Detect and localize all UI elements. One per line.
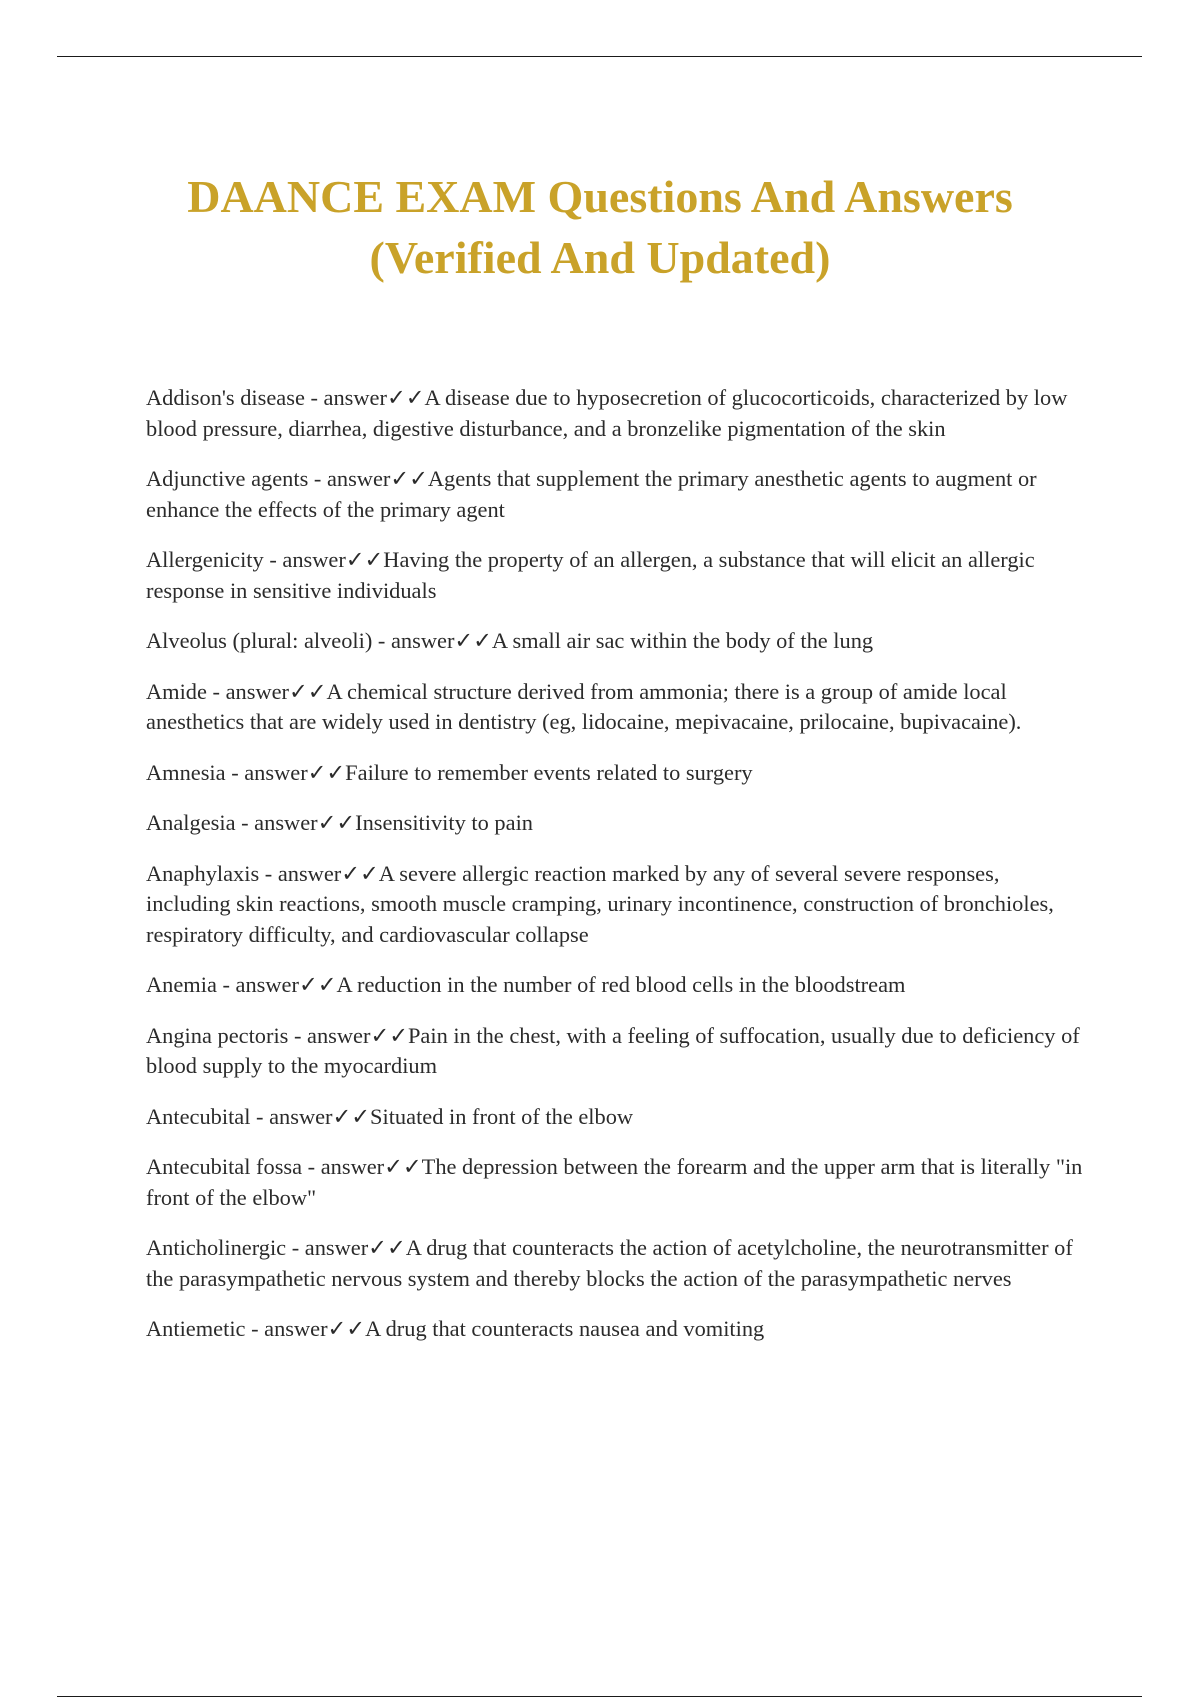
glossary-entry: Anaphylaxis - answer✓✓A severe allergic reaction marked by any of several severe responses, including skin reactions, smooth muscle cramping, urinary incontinence, construction of bronchioles, respiratory difficulty, and cardiovascular collapse	[146, 860, 1054, 947]
glossary-entry: Adjunctive agents - answer✓✓Agents that supplement the primary anesthetic agents to augment or enhance the effects of the primary agent	[146, 466, 1037, 522]
glossary-entry: Alveolus (plural: alveoli) - answer✓✓A small air sac within the body of the lung	[146, 628, 874, 653]
bottom-rule	[57, 1696, 1142, 1697]
glossary-entry: Antecubital - answer✓✓Situated in front of the elbow	[146, 1103, 634, 1129]
glossary-entry: Angina pectoris - answer✓✓Pain in the chest, with a feeling of suffocation, usually due to deficiency of blood supply to the myocardium	[146, 1022, 1080, 1078]
top-rule	[57, 56, 1142, 57]
glossary-entry: Amide - answer✓✓A chemical structure derived from ammonia; there is a group of amide local anesthetics that are widely used in dentistry (eg, lidocaine, mepivacaine, prilocaine, bupivacaine).	[146, 678, 1022, 734]
glossary-list	[146, 383, 1086, 1365]
page-title-line-2: (Verified And Updated)	[369, 232, 831, 283]
page-title-line-1: DAANCE EXAM Questions And Answers	[187, 171, 1013, 222]
glossary-entry: Allergenicity - answer✓✓Having the property of an allergen, a substance that will elicit an allergic response in sensitive individuals	[146, 547, 1035, 603]
glossary-entry: Amnesia - answer✓✓Failure to remember events related to surgery	[146, 759, 753, 785]
glossary-entry: Analgesia - answer✓✓Insensitivity to pain	[146, 810, 533, 835]
glossary-entry: Anemia - answer✓✓A reduction in the number of red blood cells in the bloodstream	[146, 972, 906, 997]
glossary-entry: Anticholinergic - answer✓✓A drug that counteracts the action of acetylcholine, the neurotransmitter of the parasympathetic nervous system and thereby blocks the action of the parasympathetic nerves	[146, 1235, 1073, 1291]
glossary-entry: Antecubital fossa - answer✓✓The depression between the forearm and the upper arm that is literally "in front of the elbow"	[146, 1154, 1083, 1210]
glossary-entry: Addison's disease - answer✓✓A disease due to hyposecretion of glucocorticoids, characterized by low blood pressure, diarrhea, digestive disturbance, and a bronzelike pigmentation of the skin	[146, 385, 1068, 441]
glossary-entry: Antiemetic - answer✓✓A drug that counteracts nausea and vomiting	[146, 1316, 765, 1341]
page-title	[100, 166, 1100, 288]
